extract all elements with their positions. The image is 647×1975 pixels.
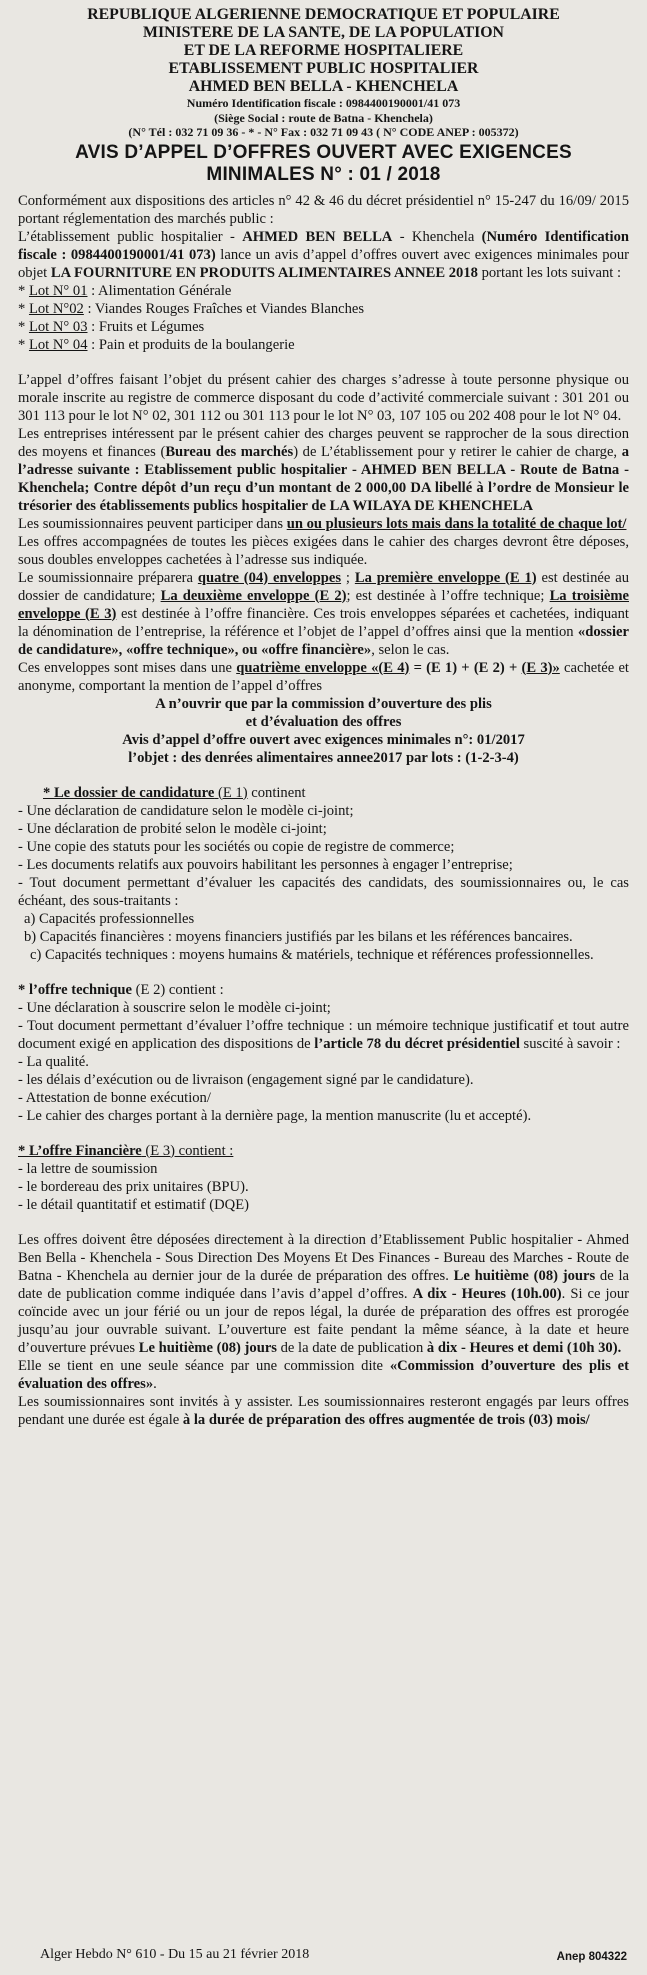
closing-opening-day: Le huitième (08) jours <box>138 1339 277 1356</box>
financiere-section <box>18 1142 629 1214</box>
technique-text: suscité à savoir : <box>519 1035 621 1052</box>
technique-text: - Tout document permettant d’évaluer l’offre technique : un mémoire technique justificatif et tout autre document exigé en application des dispositions de <box>18 1017 629 1052</box>
body-envelope-e3: La troisième enveloppe (E 3) <box>18 587 629 622</box>
lot-number: Lot N°02 <box>28 300 84 317</box>
list-item: - Une déclaration de candidature selon le modèle ci-joint; <box>18 802 354 819</box>
body-envelopes <box>18 569 629 659</box>
lot-number: Lot N° 04 <box>28 336 88 353</box>
closing-deadline: Le huitième (08) jours <box>453 1267 596 1284</box>
body-fourth-envelope <box>18 659 629 695</box>
financiere-heading-ref: (E 3) <box>141 1142 175 1159</box>
financiere-heading-tail: contient : <box>175 1142 234 1159</box>
closing-text: de la date de publication comme indiquée dans l’avis d’appel d’offres. <box>18 1267 630 1302</box>
lot-bullet: * <box>18 282 29 299</box>
intro-paragraph <box>18 228 629 282</box>
body-address: a l’adresse suivante : Etablissement public hospitalier - AHMED BEN BELLA - Route de Batna - Khenchela; Contre dépôt d’un reçu d’un montant de 2 000,00 DA libellé à l’ordre de Monsieur le trésorier des établissements publics hospitalier de LA WILAYA DE KHENCHELA <box>18 443 629 514</box>
list-item: c) Capacités techniques : moyens humains & matériels, technique et références professionnelles. <box>30 946 594 963</box>
closing-text: . Si ce jour coïncide avec un jour férié ou un jour de repos légal, la durée de préparation des offres est prorogée jusqu’au jour ouvrable suivant. L’ouverture est faite pendant la même séance, à la date et heure d’ouverture prévues <box>18 1285 629 1356</box>
financiere-heading <box>18 1142 629 1160</box>
list-item <box>18 300 629 318</box>
closing-text: Les offres doivent être déposées directement à la direction d’Etablissement Public hospitalier - Ahmed Ben Bella - Khenchela - Sous Direction Des Moyens Et Des Finances - Bureau des Marches - Route de Batna - Khenchela au dernier jour de la durée de préparation des offres. <box>18 1231 629 1284</box>
technique-section <box>18 981 629 1125</box>
list-item: b) Capacités financières : moyens financiers justifiés par les bilans et les références bancaires. <box>24 928 573 945</box>
list-item <box>18 336 629 354</box>
dossier-heading-tail: continent <box>247 784 306 801</box>
list-item: - le détail quantitatif et estimatif (DQE) <box>18 1196 249 1213</box>
envelope-mention-1: A n’ouvrir que par la commission d’ouverture des plis <box>155 695 492 712</box>
body-lots-rule: un ou plusieurs lots mais dans la totalité de chaque lot/ <box>286 515 627 532</box>
header-hospital-name: AHMED BEN BELLA - KHENCHELA <box>188 78 459 95</box>
body-envelope-formula: = (E 1) + (E 2) + <box>409 659 522 676</box>
technique-heading-tail: contient : <box>165 981 224 998</box>
closing-hour: A dix - Heures (10h.00) <box>412 1285 562 1302</box>
intro-text-4: portant les lots suivant : <box>477 264 622 281</box>
list-item: - Une copie des statuts pour les sociétés ou copie de registre de commerce; <box>18 838 455 855</box>
body-text: ; <box>341 569 355 586</box>
header-ministry: MINISTERE DE LA SANTE, DE LA POPULATION <box>143 24 504 41</box>
body-envelope-e3-ref: (E 3)» <box>521 659 560 676</box>
anep-reference: Anep 804322 <box>556 1951 627 1963</box>
spacer <box>18 767 629 784</box>
envelope-mention-4: l’objet : des denrées alimentaires annee2017 par lots : (1-2-3-4) <box>128 749 519 766</box>
body-lots-participation <box>18 515 629 533</box>
header-contact: (N° Tél : 032 71 09 36 - * - N° Fax : 032 71 09 43 ( N° CODE ANEP : 005372) <box>128 125 519 139</box>
closing-commission-name: «Commission d’ouverture des plis et évaluation des offres» <box>18 1357 630 1392</box>
lots-list <box>18 282 629 354</box>
list-item <box>18 282 629 300</box>
intro-text-2: - Khenchela <box>392 228 482 245</box>
list-item: - Les documents relatifs aux pouvoirs habilitant les personnes à engager l’entreprise; <box>18 856 513 873</box>
body-envelope-e4: quatrième enveloppe «(E 4) <box>236 659 410 676</box>
lot-description: : Viandes Rouges Fraîches et Viandes Blanches <box>83 300 365 317</box>
list-item: - Attestation de bonne exécution/ <box>18 1089 211 1106</box>
intro-text-1: L’établissement public hospitalier - <box>18 228 243 245</box>
spacer <box>18 964 629 981</box>
financiere-heading-title: * L’offre Financière <box>18 1142 142 1159</box>
header-block <box>18 6 629 140</box>
closing-opening-hour: à dix - Heures et demi (10h 30). <box>426 1339 622 1356</box>
header-republic: REPUBLIQUE ALGERIENNE DEMOCRATIQUE ET POPULAIRE <box>87 6 560 23</box>
body-envelope-e1: La première enveloppe (E 1) <box>354 569 537 586</box>
list-item: a) Capacités professionnelles <box>24 910 195 927</box>
lot-bullet: * <box>18 336 29 353</box>
body-text: ; est destinée à l’offre technique; <box>346 587 550 604</box>
list-item: - Tout document permettant d’évaluer les capacités des candidats, des soumissionnaires ou, le cas échéant, des sous-traitants : <box>18 874 629 909</box>
intro-fiscal: (Numéro Identification fiscale : 0984400190001/41 073) <box>18 228 629 263</box>
closing-text: de la date de publication <box>276 1339 427 1356</box>
closing-text: Elle se tient en une seule séance par une commission dite <box>18 1357 390 1374</box>
technique-article-ref: l’article 78 du décret présidentiel <box>314 1035 520 1052</box>
header-siege: (Siège Social : route de Batna - Khenchela) <box>214 110 433 125</box>
body-text: Le soumissionnaire préparera <box>18 569 198 586</box>
body-deposit: Les offres accompagnées de toutes les pièces exigées dans le cahier des charges devront être déposes, sous doubles enveloppes cachetées à l’adresse sus indiquée. <box>18 533 629 568</box>
closing-commission <box>18 1357 629 1393</box>
lot-description: : Alimentation Générale <box>87 282 232 299</box>
body-text: ) de L’établissement pour y retirer le cahier de charge, <box>293 443 622 460</box>
list-item: - La qualité. <box>18 1053 89 1070</box>
list-item: - Une déclaration de probité selon le modèle ci-joint; <box>18 820 327 837</box>
intro-legal-basis: Conformément aux dispositions des articles n° 42 & 46 du décret présidentiel n° 15-247 du 16/09/ 2015 portant réglementation des marchés public : <box>18 192 629 227</box>
notice-title <box>18 142 629 186</box>
body-four-envelopes: quatre (04) enveloppes <box>197 569 342 586</box>
list-item: - Une déclaration à souscrire selon le modèle ci-joint; <box>18 999 331 1016</box>
technique-heading-ref: (E 2) <box>132 981 166 998</box>
closing-validity-duration: à la durée de préparation des offres augmentée de trois (03) mois/ <box>182 1411 590 1428</box>
lot-number: Lot N° 03 <box>28 318 88 335</box>
notice-title-line1: AVIS D’APPEL D’OFFRES OUVERT AVEC EXIGENCES <box>75 141 572 163</box>
header-ministry-2: ET DE LA REFORME HOSPITALIERE <box>183 42 464 59</box>
publication-footer <box>18 1946 629 1968</box>
intro-text-3: lance un avis d’appel d’offres ouvert avec exigences minimales pour objet <box>18 246 630 281</box>
notice-title-line2: MINIMALES N° : 01 / 2018 <box>206 163 441 185</box>
list-item <box>18 318 629 336</box>
dossier-heading-ref: (E 1) <box>214 784 248 801</box>
technique-heading <box>18 981 629 999</box>
list-item: - Le cahier des charges portant à la dernière page, la mention manuscrite (lu et accepté). <box>18 1107 532 1124</box>
dossier-heading-title: * Le dossier de candidature <box>43 784 215 801</box>
body-withdrawal <box>18 425 629 515</box>
body-text: est destinée à l’offre financière. Ces trois enveloppes séparées et cachetées, indiquant la dénomination de l’entreprise, la référence et l’objet de l’appel d’offres ainsi que la mention <box>18 605 629 640</box>
intro-hospital: AHMED BEN BELLA <box>242 228 393 245</box>
body-text: , selon le cas. <box>371 641 450 658</box>
dossier-section <box>18 784 629 964</box>
closing-deposit-paragraph <box>18 1231 629 1357</box>
envelope-mention-3: Avis d’appel d’offre ouvert avec exigences minimales n°: 01/2017 <box>122 731 525 748</box>
body-text: Les soumissionnaires peuvent participer dans <box>18 515 287 532</box>
lot-description: : Pain et produits de la boulangerie <box>87 336 295 353</box>
body-bureau: Bureau des marchés <box>165 443 294 460</box>
closing-text: . <box>153 1375 157 1392</box>
body-text: Ces enveloppes sont mises dans une <box>18 659 237 676</box>
body-mentions: «dossier de candidature», «offre technique», ou «offre financière» <box>18 623 629 658</box>
list-item: - le bordereau des prix unitaires (BPU). <box>18 1178 249 1195</box>
closing-validity <box>18 1393 629 1429</box>
body-text: est destinée au dossier de candidature; <box>18 569 629 604</box>
list-item <box>18 1017 629 1053</box>
lot-bullet: * <box>18 318 29 335</box>
spacer <box>18 354 629 371</box>
list-item: - les délais d’exécution ou de livraison (engagement signé par le candidature). <box>18 1071 474 1088</box>
dossier-heading <box>18 784 629 802</box>
body-eligibility: L’appel d’offres faisant l’objet du présent cahier des charges s’adresse à toute personne physique ou morale inscrite au registre de commerce disposant du code d’activité commerciale suivant : 301 201 ou 301 113 pour le lot N° 02, 301 112 ou 301 113 pour le lot N° 03, 107 105 ou 202 408 pour le lot N° 04. <box>18 371 629 424</box>
list-item: - la lettre de soumission <box>18 1160 158 1177</box>
envelope-mention-2: et d’évaluation des offres <box>245 713 402 730</box>
header-establishment: ETABLISSEMENT PUBLIC HOSPITALIER <box>168 60 479 77</box>
lot-number: Lot N° 01 <box>28 282 88 299</box>
intro-object: LA FOURNITURE EN PRODUITS ALIMENTAIRES ANNEE 2018 <box>50 264 478 281</box>
closing-section <box>18 1231 629 1429</box>
spacer <box>18 1214 629 1231</box>
body-text: Les entreprises intéressent par le présent cahier des charges peuvent se rapprocher de la sous direction des moyens et finances ( <box>18 425 629 460</box>
publication-info: Alger Hebdo N° 610 - Du 15 au 21 février 2018 <box>40 1947 310 1962</box>
header-fiscal-id: Numéro Identification fiscale : 0984400190001/41 073 <box>186 96 461 110</box>
spacer <box>18 1125 629 1142</box>
technique-heading-title: * l’offre technique <box>18 981 133 998</box>
body-text: cachetée et anonyme, comportant la mention de l’appel d’offres <box>18 659 629 694</box>
closing-text: Les soumissionnaires sont invités à y assister. Les soumissionnaires resteront engagés par leurs offres pendant une durée est égale <box>18 1393 629 1428</box>
lot-bullet: * <box>18 300 29 317</box>
body-envelope-e2: La deuxième enveloppe (E 2) <box>160 587 347 604</box>
lot-description: : Fruits et Légumes <box>87 318 205 335</box>
